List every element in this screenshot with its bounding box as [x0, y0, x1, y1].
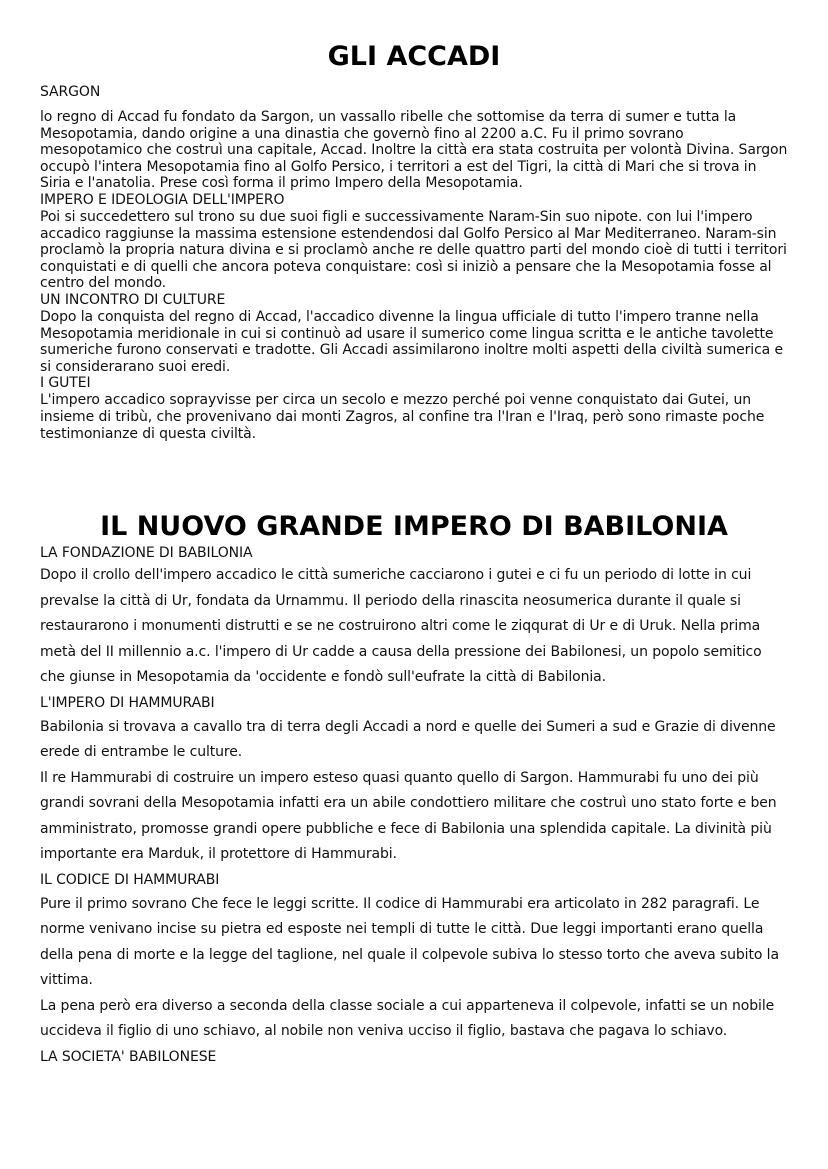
- page-title-accadi: GLI ACCADI: [327, 41, 501, 72]
- paragraph-impero-ideologia: Poi si succedettero sul trono su due suoi figli e successivamente Naram-Sin suo nipote. con lui l'impero accadico raggiunse la massima estensione estendendosi dal Golfo Persico al Mar Mediterraneo. Naram-sin proclamò la propria natura divina e si proclamò anche re delle quattro parti del mondo cioè di tutti i territori conquistati e di quelli che ancora poteva conquistare: così si iniziò a pensare che la Mesopotamia fosse al centro del mondo.: [40, 208, 787, 292]
- paragraph-gutei: L'impero accadico soprayvisse per circa un secolo e mezzo perché poi venne conquistato dai Gutei, un insieme di tribù, che provenivano dai monti Zagros, al confine tra l'Iran e l'Iraq, però sono rimaste poche testimonianze di questa civiltà.: [40, 392, 765, 442]
- section-accadi: [40, 84, 788, 442]
- heading-sargon: SARGON: [40, 84, 101, 100]
- heading-gutei: I GUTEI: [40, 375, 91, 392]
- paragraph-codice-2: La pena però era diverso a seconda della classe sociale a cui apparteneva il colpevole, infatti se un nobile uccideva il figlio di uno schiavo, al nobile non veniva ucciso il figlio, bastava che pagava lo schiavo.: [40, 997, 775, 1040]
- paragraph-fondazione-babilonia: Dopo il crollo dell'impero accadico le città sumeriche cacciarono i gutei e ci fu un periodo di lotte in cui prevalse la città di Ur, fondata da Urnammu. Il periodo della rinascita neosumerica durante il quale si restaurarono i monumenti distrutti e se ne costruirono altri come le ziqqurat di Ur e di Uruk. Nella prima metà del II millennio a.c. l'impero di Ur cadde a causa della pressione dei Babilonesi, un popolo semitico che giunse in Mesopotamia da 'occidente e fondò sull'eufrate la città di Babilonia.: [40, 567, 762, 686]
- heading-incontro-culture: UN INCONTRO DI CULTURE: [40, 291, 226, 308]
- heading-codice-hammurabi: IL CODICE DI HAMMURABI: [40, 871, 220, 888]
- section-babilonia: [40, 544, 788, 1069]
- page-title-babilonia: IL NUOVO GRANDE IMPERO DI BABILONIA: [100, 511, 728, 543]
- paragraph-hammurabi-1: Babilonia si trovava a cavallo tra di terra degli Accadi a nord e quelle dei Sumeri a sud e Grazie di divenne erede di entrambe le culture.: [40, 718, 776, 761]
- heading-impero-hammurabi: L'IMPERO DI HAMMURABI: [40, 694, 215, 711]
- paragraph-sargon: lo regno di Accad fu fondato da Sargon, un vassallo ribelle che sottomise da terra di sumer e tutta la Mesopotamia, dando origine a una dinastia che governò fino al 2200 a.C. Fu il primo sovrano mesopotamico che costruì una capitale, Accad. Inoltre la città era stata costruita per volontà Divina. Sargon occupò l'intera Mesopotamia fino al Golfo Persico, i territori a est del Tigri, la città di Mari che si trova in Siria e l'anatolia. Prese così forma il primo Impero della Mesopotamia.: [40, 109, 788, 192]
- paragraph-incontro-culture: Dopo la conquista del regno di Accad, l'accadico divenne la lingua ufficiale di tutto l'impero tranne nella Mesopotamia meridionale in cui si continuò ad usare il sumerico come lingua scritta e le antiche tavolette sumeriche furono conservati e tradotte. Gli Accadi assimilarono inoltre molti aspetti della civiltà sumerica e si considerarano suoi eredi.: [40, 308, 784, 375]
- paragraph-hammurabi-2: Il re Hammurabi di costruire un impero esteso quasi quanto quello di Sargon. Hammurabi fu uno dei più grandi sovrani della Mesopotamia infatti era un abile condottiero militare che costruì uno stato forte e ben amministrato, promosse grandi opere pubbliche e fece di Babilonia una splendida capitale. La divinità più importante era Marduk, il protettore di Hammurabi.: [40, 769, 777, 863]
- heading-societa-babilonese: LA SOCIETA' BABILONESE: [40, 1048, 217, 1065]
- paragraph-codice-1: Pure il primo sovrano Che fece le leggi scritte. Il codice di Hammurabi era articolato in 282 paragrafi. Le norme venivano incise su pietra ed esposte nei templi di tutte le città. Due leggi importanti erano quella della pena di morte e la legge del taglione, nel quale il colpevole subiva lo stesso torto che aveva subito la vittima.: [40, 895, 779, 989]
- heading-fondazione-babilonia: LA FONDAZIONE DI BABILONIA: [40, 545, 253, 562]
- heading-impero-ideologia: IMPERO E IDEOLOGIA DELL'IMPERO: [40, 191, 285, 208]
